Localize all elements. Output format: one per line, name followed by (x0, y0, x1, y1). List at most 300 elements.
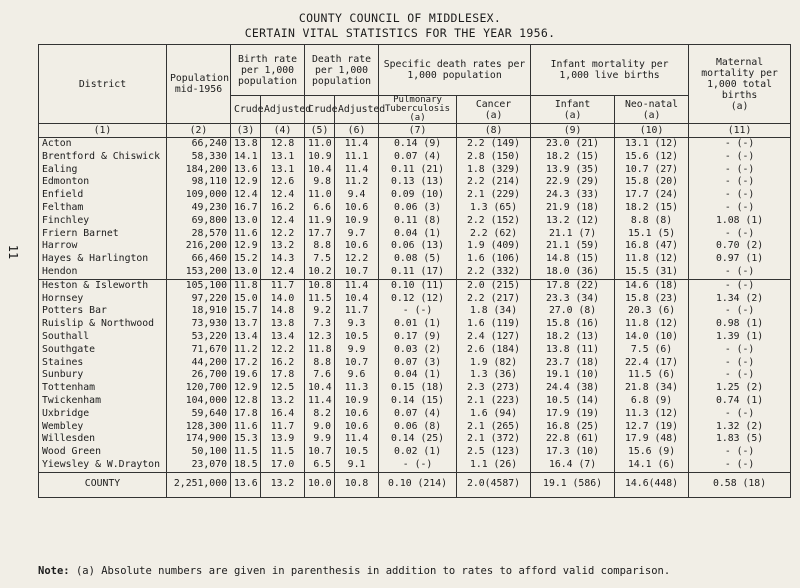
value-cell: 8.8 (305, 240, 335, 253)
table-row (39, 151, 791, 164)
value-cell: 16.4 (7) (531, 459, 615, 472)
header-district: District (39, 45, 167, 124)
value-cell: 1.83 (5) (689, 433, 791, 446)
value-cell: 15.8 (20) (615, 176, 689, 189)
value-cell: 8.8 (305, 357, 335, 370)
value-cell: 12.8 (261, 138, 305, 151)
value-cell: 0.04 (1) (379, 369, 457, 382)
value-cell: 10.5 (335, 446, 379, 459)
value-cell: 2.2 (214) (457, 176, 531, 189)
value-cell: 18,910 (167, 305, 231, 318)
value-cell: 15.6 (12) (615, 151, 689, 164)
value-cell: 0.02 (1) (379, 446, 457, 459)
value-cell: 97,220 (167, 293, 231, 306)
value-cell: 14.0 (261, 293, 305, 306)
value-cell: 10.4 (335, 293, 379, 306)
table-row (39, 279, 791, 292)
value-cell: 1.6 (106) (457, 253, 531, 266)
value-cell: - (-) (689, 446, 791, 459)
table-row (39, 293, 791, 306)
value-cell: 17.3 (10) (531, 446, 615, 459)
column-number: (2) (167, 124, 231, 138)
value-cell: 24.4 (38) (531, 382, 615, 395)
table-row (39, 318, 791, 331)
value-cell: 0.06 (13) (379, 240, 457, 253)
value-cell: - (-) (689, 138, 791, 151)
value-cell: 1.3 (65) (457, 202, 531, 215)
header-population: Population mid-1956 (167, 45, 231, 124)
value-cell: 2.1 (372) (457, 433, 531, 446)
value-cell: 11.5 (305, 293, 335, 306)
document-title: COUNTY COUNCIL OF MIDDLESEX. (298, 11, 502, 25)
column-number: (9) (531, 124, 615, 138)
value-cell: 0.74 (1) (689, 395, 791, 408)
table-row (39, 228, 791, 241)
value-cell: 12.4 (261, 189, 305, 202)
value-cell: 0.04 (1) (379, 228, 457, 241)
district-cell: Acton (39, 138, 167, 151)
value-cell: 0.06 (3) (379, 202, 457, 215)
value-cell: 15.3 (231, 433, 261, 446)
value-cell: 11.7 (261, 279, 305, 292)
value-cell: 7.3 (305, 318, 335, 331)
value-cell: 27.0 (8) (531, 305, 615, 318)
value-cell: - (-) (689, 189, 791, 202)
value-cell: 13.4 (231, 331, 261, 344)
value-cell: 2.2 (149) (457, 138, 531, 151)
header-birth-rate: Birth rate per 1,000 population (231, 45, 305, 96)
table-row (39, 240, 791, 253)
value-cell: 11.0 (305, 189, 335, 202)
value-cell: - (-) (689, 228, 791, 241)
value-cell: 9.9 (335, 344, 379, 357)
district-cell: Heston & Isleworth (39, 279, 167, 292)
value-cell: 11.9 (305, 215, 335, 228)
header-death-adjusted: Adjusted (335, 96, 379, 124)
value-cell: 17.7 (305, 228, 335, 241)
value-cell: 2.3 (273) (457, 382, 531, 395)
district-cell: COUNTY (39, 472, 167, 497)
value-cell: 9.6 (335, 369, 379, 382)
header-pulmonary-a: (a) (409, 113, 426, 123)
value-cell: 17.2 (231, 357, 261, 370)
value-cell: 0.17 (9) (379, 331, 457, 344)
table-row (39, 331, 791, 344)
table-row (39, 253, 791, 266)
value-cell: 11.4 (335, 164, 379, 177)
district-cell: Southgate (39, 344, 167, 357)
district-cell: Ruislip & Northwood (39, 318, 167, 331)
value-cell: 120,700 (167, 382, 231, 395)
county-total-row (39, 472, 791, 497)
value-cell: 11.5 (231, 446, 261, 459)
value-cell: 11.3 (12) (615, 408, 689, 421)
district-cell: Feltham (39, 202, 167, 215)
value-cell: 17.8 (261, 369, 305, 382)
note-label: Note: (38, 565, 70, 577)
value-cell: 50,100 (167, 446, 231, 459)
value-cell: 0.10 (11) (379, 279, 457, 292)
column-number: (4) (261, 124, 305, 138)
value-cell: 1.1 (26) (457, 459, 531, 472)
value-cell: - (-) (689, 176, 791, 189)
district-cell: Enfield (39, 189, 167, 202)
header-pulmonary-label: Pulmonary Tuberculosis (385, 95, 451, 114)
value-cell: 11.8 (231, 279, 261, 292)
value-cell: 66,240 (167, 138, 231, 151)
value-cell: 0.11 (17) (379, 266, 457, 279)
table-row (39, 344, 791, 357)
value-cell: 0.07 (3) (379, 357, 457, 370)
value-cell: 6.6 (305, 202, 335, 215)
value-cell: 16.8 (47) (615, 240, 689, 253)
value-cell: 128,300 (167, 421, 231, 434)
value-cell: 13.9 (35) (531, 164, 615, 177)
district-cell: Potters Bar (39, 305, 167, 318)
value-cell: 11.6 (231, 421, 261, 434)
table-row (39, 164, 791, 177)
value-cell: 104,000 (167, 395, 231, 408)
value-cell: - (-) (689, 279, 791, 292)
value-cell: 10.6 (335, 421, 379, 434)
value-cell: 13.1 (261, 164, 305, 177)
value-cell: 1.08 (1) (689, 215, 791, 228)
column-number: (6) (335, 124, 379, 138)
table-row (39, 408, 791, 421)
value-cell: 0.01 (1) (379, 318, 457, 331)
value-cell: 13.8 (11) (531, 344, 615, 357)
value-cell: 13.6 (231, 472, 261, 497)
district-cell: Wembley (39, 421, 167, 434)
value-cell: 13.8 (231, 138, 261, 151)
table-row (39, 202, 791, 215)
value-cell: 15.2 (231, 253, 261, 266)
vital-statistics-table (38, 44, 791, 498)
value-cell: 14.1 (6) (615, 459, 689, 472)
value-cell: 11.6 (231, 228, 261, 241)
value-cell: 18.2 (15) (615, 202, 689, 215)
value-cell: 13.6 (231, 164, 261, 177)
value-cell: 11.7 (261, 421, 305, 434)
table-row (39, 176, 791, 189)
value-cell: 26,700 (167, 369, 231, 382)
value-cell: 10.9 (305, 151, 335, 164)
value-cell: 10.8 (335, 472, 379, 497)
column-number: (3) (231, 124, 261, 138)
value-cell: 0.12 (12) (379, 293, 457, 306)
value-cell: 12.9 (231, 382, 261, 395)
value-cell: 15.0 (231, 293, 261, 306)
value-cell: 1.6 (119) (457, 318, 531, 331)
value-cell: 10.6 (335, 240, 379, 253)
value-cell: 13.2 (12) (531, 215, 615, 228)
value-cell: 53,220 (167, 331, 231, 344)
table-row (39, 357, 791, 370)
value-cell: 2.2 (62) (457, 228, 531, 241)
value-cell: 11.4 (335, 433, 379, 446)
value-cell: 14.6(448) (615, 472, 689, 497)
value-cell: 9.3 (335, 318, 379, 331)
table-row (39, 421, 791, 434)
value-cell: 59,640 (167, 408, 231, 421)
document-heading (0, 11, 800, 41)
header-cancer (457, 96, 531, 124)
value-cell: 13.7 (231, 318, 261, 331)
value-cell: 15.5 (31) (615, 266, 689, 279)
value-cell: 13.2 (261, 240, 305, 253)
value-cell: 2.4 (127) (457, 331, 531, 344)
table-row (39, 395, 791, 408)
value-cell: 174,900 (167, 433, 231, 446)
value-cell: 1.25 (2) (689, 382, 791, 395)
value-cell: 10.7 (305, 446, 335, 459)
value-cell: 16.2 (261, 202, 305, 215)
header-neonatal (615, 96, 689, 124)
value-cell: - (-) (689, 344, 791, 357)
table-row (39, 305, 791, 318)
value-cell: 1.9 (409) (457, 240, 531, 253)
table-row (39, 189, 791, 202)
table-body (39, 138, 791, 498)
value-cell: 11.2 (335, 176, 379, 189)
value-cell: 23.0 (21) (531, 138, 615, 151)
value-cell: 71,670 (167, 344, 231, 357)
header-cancer-label: Cancer (475, 98, 512, 110)
value-cell: 23,070 (167, 459, 231, 472)
value-cell: 22.9 (29) (531, 176, 615, 189)
table-row (39, 446, 791, 459)
value-cell: 216,200 (167, 240, 231, 253)
document-subtitle: CERTAIN VITAL STATISTICS FOR THE YEAR 1956. (244, 26, 556, 40)
value-cell: 69,800 (167, 215, 231, 228)
value-cell: 8.2 (305, 408, 335, 421)
value-cell: 2.2 (217) (457, 293, 531, 306)
value-cell: 13.8 (261, 318, 305, 331)
value-cell: 13.4 (261, 331, 305, 344)
value-cell: 9.1 (335, 459, 379, 472)
value-cell: 11.5 (6) (615, 369, 689, 382)
value-cell: 14.3 (261, 253, 305, 266)
value-cell: 14.8 (261, 305, 305, 318)
value-cell: 153,200 (167, 266, 231, 279)
value-cell: 11.8 (305, 344, 335, 357)
page-number: 11 (6, 244, 21, 260)
value-cell: 105,100 (167, 279, 231, 292)
value-cell: 9.4 (335, 189, 379, 202)
table-row (39, 138, 791, 151)
value-cell: 0.14 (25) (379, 433, 457, 446)
value-cell: - (-) (689, 202, 791, 215)
district-cell: Brentford & Chiswick (39, 151, 167, 164)
value-cell: 14.6 (18) (615, 279, 689, 292)
value-cell: 12.5 (261, 382, 305, 395)
value-cell: 2.1 (265) (457, 421, 531, 434)
value-cell: 14.0 (10) (615, 331, 689, 344)
value-cell: 14.8 (15) (531, 253, 615, 266)
district-cell: Staines (39, 357, 167, 370)
district-cell: Southall (39, 331, 167, 344)
value-cell: - (-) (379, 459, 457, 472)
header-maternal-mortality (689, 45, 791, 124)
value-cell: - (-) (689, 164, 791, 177)
table-row (39, 433, 791, 446)
table-row (39, 215, 791, 228)
value-cell: 1.8 (34) (457, 305, 531, 318)
value-cell: 11.3 (335, 382, 379, 395)
column-number: (11) (689, 124, 791, 138)
value-cell: 17.8 (231, 408, 261, 421)
value-cell: 1.3 (36) (457, 369, 531, 382)
value-cell: 9.0 (305, 421, 335, 434)
value-cell: 10.0 (305, 472, 335, 497)
value-cell: 1.8 (329) (457, 164, 531, 177)
value-cell: 21.8 (34) (615, 382, 689, 395)
value-cell: - (-) (689, 369, 791, 382)
value-cell: 0.97 (1) (689, 253, 791, 266)
district-cell: Ealing (39, 164, 167, 177)
value-cell: 23.3 (34) (531, 293, 615, 306)
value-cell: 0.11 (8) (379, 215, 457, 228)
value-cell: 15.8 (23) (615, 293, 689, 306)
value-cell: 21.1 (59) (531, 240, 615, 253)
district-cell: Edmonton (39, 176, 167, 189)
value-cell: 2.5 (123) (457, 446, 531, 459)
value-cell: 0.09 (10) (379, 189, 457, 202)
header-infant (531, 96, 615, 124)
value-cell: 49,230 (167, 202, 231, 215)
value-cell: 10.5 (335, 331, 379, 344)
value-cell: 12.6 (261, 176, 305, 189)
value-cell: 73,930 (167, 318, 231, 331)
header-infant-mortality: Infant mortality per 1,000 live births (531, 45, 689, 96)
value-cell: - (-) (689, 357, 791, 370)
value-cell: 18.2 (13) (531, 331, 615, 344)
column-number: (5) (305, 124, 335, 138)
value-cell: 20.3 (6) (615, 305, 689, 318)
value-cell: 7.6 (305, 369, 335, 382)
value-cell: 11.0 (305, 138, 335, 151)
value-cell: 12.2 (261, 228, 305, 241)
value-cell: 12.2 (335, 253, 379, 266)
value-cell: 11.7 (335, 305, 379, 318)
value-cell: 0.08 (5) (379, 253, 457, 266)
value-cell: 9.7 (335, 228, 379, 241)
value-cell: 18.0 (36) (531, 266, 615, 279)
header-specific-death-rates: Specific death rates per 1,000 population (379, 45, 531, 96)
value-cell: 0.13 (13) (379, 176, 457, 189)
value-cell: 17.9 (19) (531, 408, 615, 421)
value-cell: 10.2 (305, 266, 335, 279)
value-cell: 0.70 (2) (689, 240, 791, 253)
value-cell: 22.8 (61) (531, 433, 615, 446)
value-cell: 66,460 (167, 253, 231, 266)
value-cell: 15.6 (9) (615, 446, 689, 459)
value-cell: 10.5 (14) (531, 395, 615, 408)
value-cell: 11.5 (261, 446, 305, 459)
value-cell: 18.2 (15) (531, 151, 615, 164)
value-cell: 19.6 (231, 369, 261, 382)
value-cell: 8.8 (8) (615, 215, 689, 228)
district-cell: Yiewsley & W.Drayton (39, 459, 167, 472)
header-death-crude: Crude (305, 96, 335, 124)
value-cell: 13.0 (231, 215, 261, 228)
district-cell: Hendon (39, 266, 167, 279)
value-cell: 1.32 (2) (689, 421, 791, 434)
value-cell: 10.6 (335, 202, 379, 215)
value-cell: 12.9 (231, 176, 261, 189)
value-cell: - (-) (689, 305, 791, 318)
value-cell: 18.5 (231, 459, 261, 472)
value-cell: 10.9 (335, 215, 379, 228)
header-pulmonary-tb (379, 96, 457, 124)
value-cell: 0.98 (1) (689, 318, 791, 331)
value-cell: 11.4 (305, 395, 335, 408)
value-cell: 17.9 (48) (615, 433, 689, 446)
value-cell: 15.1 (5) (615, 228, 689, 241)
value-cell: 0.07 (4) (379, 151, 457, 164)
value-cell: 0.14 (9) (379, 138, 457, 151)
value-cell: 58,330 (167, 151, 231, 164)
value-cell: 19.1 (10) (531, 369, 615, 382)
value-cell: 10.7 (335, 357, 379, 370)
value-cell: 17.7 (24) (615, 189, 689, 202)
value-cell: 0.11 (21) (379, 164, 457, 177)
value-cell: 22.4 (17) (615, 357, 689, 370)
header-cancer-a: (a) (484, 109, 503, 121)
header-maternal-mortality-label: Maternal mortality per 1,000 total births (701, 56, 778, 101)
value-cell: 11.4 (335, 279, 379, 292)
value-cell: 0.58 (18) (689, 472, 791, 497)
district-cell: Harrow (39, 240, 167, 253)
value-cell: 13.9 (261, 433, 305, 446)
district-cell: Hornsey (39, 293, 167, 306)
value-cell: 11.8 (12) (615, 253, 689, 266)
value-cell: 7.5 (6) (615, 344, 689, 357)
value-cell: 12.4 (261, 215, 305, 228)
column-number: (1) (39, 124, 167, 138)
value-cell: 11.2 (231, 344, 261, 357)
value-cell: 16.7 (231, 202, 261, 215)
value-cell: 2.1 (229) (457, 189, 531, 202)
value-cell: 9.9 (305, 433, 335, 446)
value-cell: 17.0 (261, 459, 305, 472)
district-cell: Tottenham (39, 382, 167, 395)
district-cell: Wood Green (39, 446, 167, 459)
value-cell: 16.2 (261, 357, 305, 370)
district-cell: Twickenham (39, 395, 167, 408)
header-maternal-a: (a) (730, 100, 749, 112)
column-number: (7) (379, 124, 457, 138)
value-cell: 2.0 (215) (457, 279, 531, 292)
value-cell: 17.8 (22) (531, 279, 615, 292)
district-cell: Uxbridge (39, 408, 167, 421)
header-death-rate: Death rate per 1,000 population (305, 45, 379, 96)
column-number: (8) (457, 124, 531, 138)
value-cell: 10.7 (335, 266, 379, 279)
value-cell: 16.8 (25) (531, 421, 615, 434)
value-cell: 9.2 (305, 305, 335, 318)
value-cell: 7.5 (305, 253, 335, 266)
value-cell: 0.15 (18) (379, 382, 457, 395)
value-cell: 24.3 (33) (531, 189, 615, 202)
value-cell: 0.07 (4) (379, 408, 457, 421)
value-cell: 9.8 (305, 176, 335, 189)
value-cell: 28,570 (167, 228, 231, 241)
value-cell: - (-) (689, 408, 791, 421)
header-birth-crude: Crude (231, 96, 261, 124)
value-cell: 14.1 (231, 151, 261, 164)
district-cell: Friern Barnet (39, 228, 167, 241)
